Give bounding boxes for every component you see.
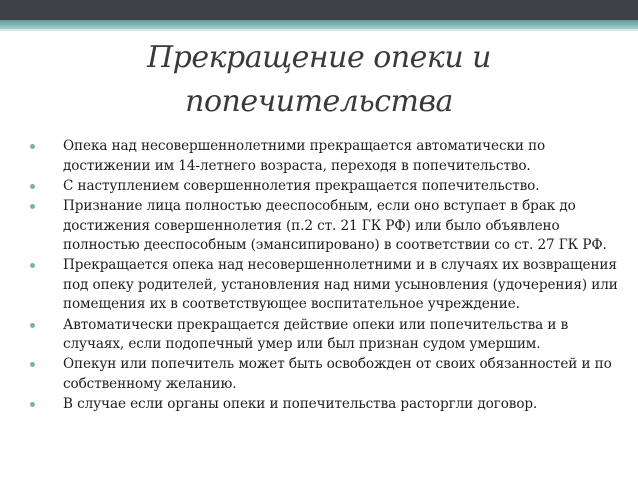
list-item bbox=[22, 355, 626, 394]
header-accent-band bbox=[0, 20, 638, 29]
header-accent-line bbox=[0, 29, 638, 31]
slide-title bbox=[0, 36, 638, 124]
slide-title-line-2: попечительства bbox=[185, 84, 453, 119]
list-item bbox=[22, 256, 626, 315]
list-item-text: Опека над несовершеннолетними прекращается автоматически по достижении им 14-летнего возраста, переходя в попечительство. bbox=[63, 138, 546, 174]
bullet-dot-icon bbox=[30, 204, 35, 209]
slide-body bbox=[22, 137, 626, 416]
slide-title-line-1: Прекращение опеки и bbox=[146, 40, 491, 75]
list-item bbox=[22, 177, 626, 197]
list-item bbox=[22, 137, 626, 176]
bullet-dot-icon bbox=[30, 184, 35, 189]
bullet-dot-icon bbox=[30, 402, 35, 407]
bullet-dot-icon bbox=[30, 362, 35, 367]
list-item-text: Признание лица полностью дееспособным, если оно вступает в брак до достижения совершеннолетия (п.2 ст. 21 ГК РФ) или было объявлено полностью дееспособным (эмансипировано) в соответствии со ст. 27 ГК РФ. bbox=[63, 198, 607, 254]
list-item-text: Опекун или попечитель может быть освобожден от своих обязанностей и по собственному желанию. bbox=[63, 356, 612, 392]
bullet-dot-icon bbox=[30, 323, 35, 328]
bullet-dot-icon bbox=[30, 144, 35, 149]
list-item-text: В случае если органы опеки и попечительства расторгли договор. bbox=[63, 396, 538, 413]
bullet-list bbox=[22, 137, 626, 415]
header-bar bbox=[0, 0, 638, 20]
list-item-text: Автоматически прекращается действие опеки или попечительства и в случаях, если подопечный умер или был признан судом умершим. bbox=[63, 316, 569, 353]
bullet-dot-icon bbox=[30, 263, 35, 268]
list-item-text: Прекращается опека над несовершеннолетними и в случаях их возвращения под опеку родителей, установления над ними усыновления (удочерения) или помещения их в соответствующее воспитательное учреждение. bbox=[63, 257, 618, 313]
list-item bbox=[22, 316, 626, 355]
list-item bbox=[22, 197, 626, 256]
list-item-text: С наступлением совершеннолетия прекращается попечительство. bbox=[63, 177, 540, 194]
list-item bbox=[22, 395, 626, 415]
